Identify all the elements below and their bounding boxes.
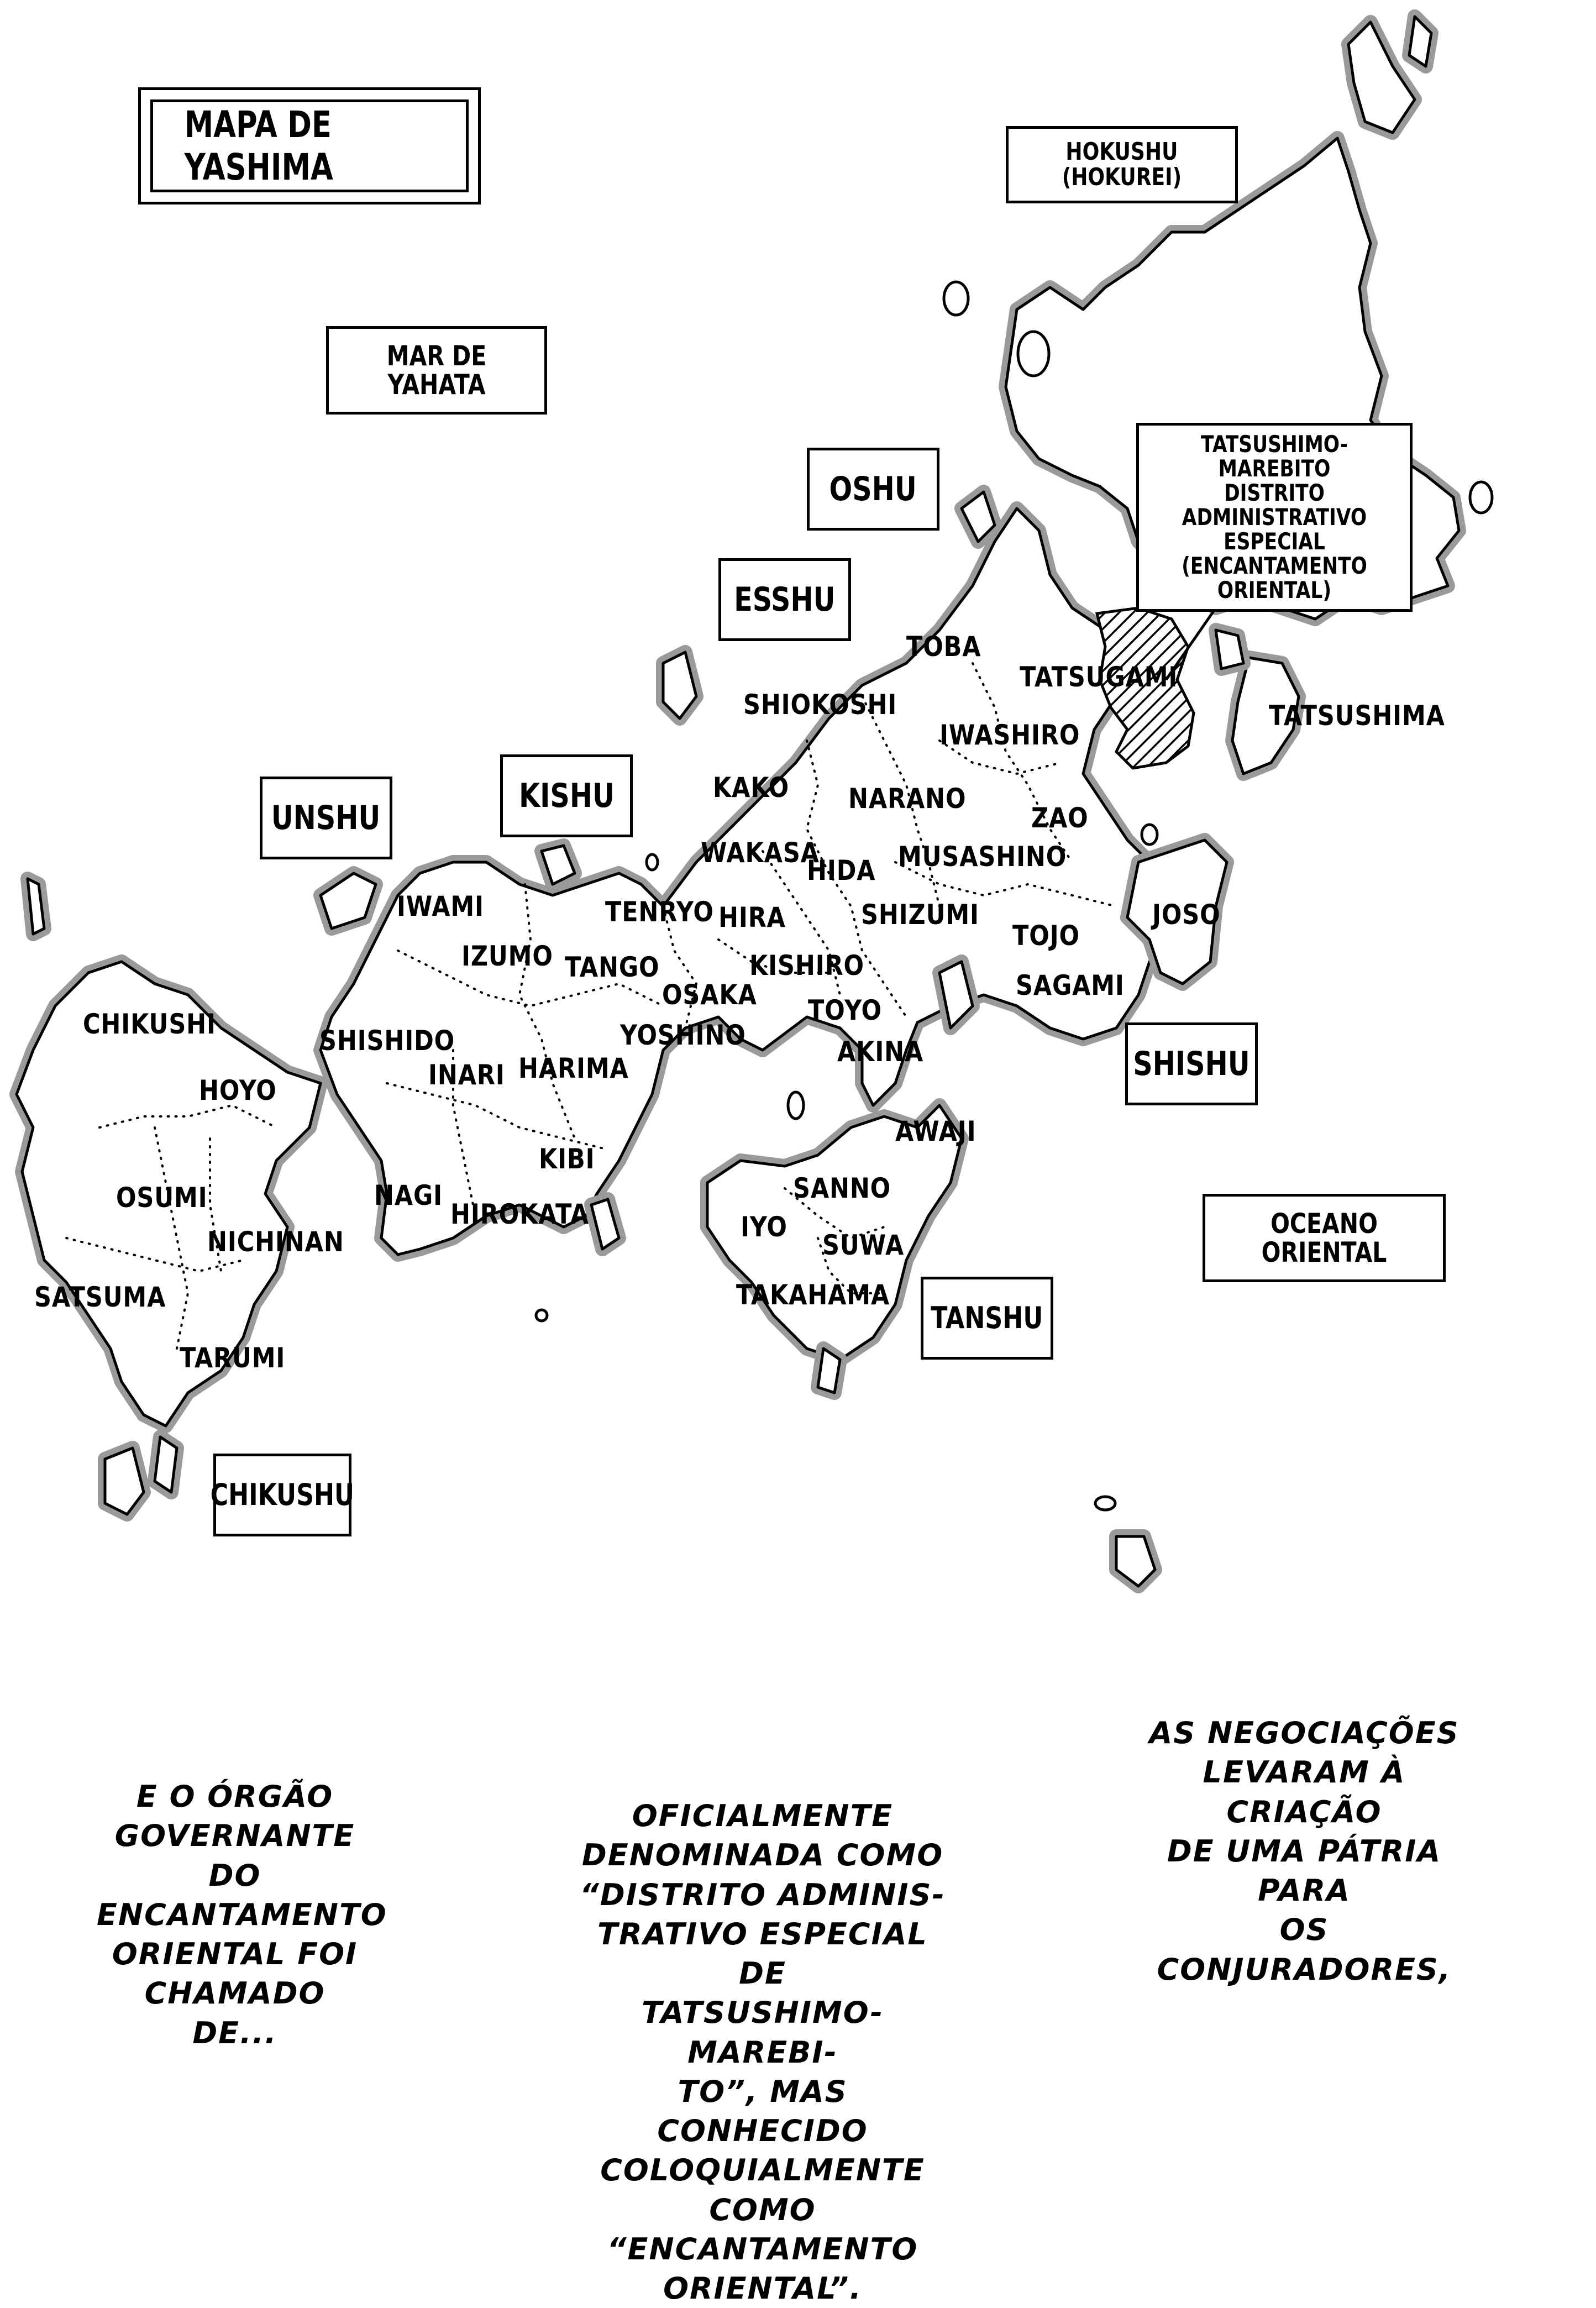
province-tojo: TOJO xyxy=(1012,920,1080,952)
province-iwashiro: IWASHIRO xyxy=(939,719,1080,751)
region-shishu: SHISHU xyxy=(1125,1022,1258,1105)
province-akina: AKINA xyxy=(837,1036,924,1068)
province-kako: KAKO xyxy=(713,772,789,804)
province-yoshino: YOSHINO xyxy=(620,1019,746,1051)
region-mar-de-yahata: MAR DE YAHATA xyxy=(326,326,547,415)
province-harima: HARIMA xyxy=(518,1052,629,1084)
province-hirokata: HIROKATA xyxy=(450,1198,590,1230)
province-shishido: SHISHIDO xyxy=(319,1025,455,1057)
narration-right: AS NEGOCIAÇÕES LEVARAM À CRIAÇÃO DE UMA PÁTRIA PARA OS CONJURADORES, xyxy=(1149,1716,1460,1987)
province-nagi: NAGI xyxy=(374,1179,443,1211)
province-hira: HIRA xyxy=(718,901,786,933)
province-hida: HIDA xyxy=(807,854,876,887)
special-district-callout: TATSUSHIMO-MAREBITO DISTRITO ADMINISTRATIVO ESPECIAL (ENCANTAMENTO ORIENTAL) xyxy=(1136,423,1413,612)
province-zao: ZAO xyxy=(1031,802,1089,834)
province-tatsushima: TATSUSHIMA xyxy=(1269,700,1445,732)
province-kibi: KIBI xyxy=(539,1143,595,1175)
province-suwa: SUWA xyxy=(822,1229,905,1261)
region-unshu: UNSHU xyxy=(260,777,392,859)
province-chikushi: CHIKUSHI xyxy=(83,1008,216,1040)
province-shizumi: SHIZUMI xyxy=(861,899,979,931)
province-awaji: AWAJI xyxy=(895,1115,977,1147)
province-narano: NARANO xyxy=(848,783,967,815)
map-title: MAPA DE YASHIMA xyxy=(150,99,469,192)
province-toba: TOBA xyxy=(906,631,981,663)
region-kishu: KISHU xyxy=(500,754,633,837)
province-sanno: SANNO xyxy=(793,1172,891,1204)
region-oceano-oriental: OCEANO ORIENTAL xyxy=(1203,1194,1446,1282)
narration-left: E O ÓRGÃO GOVERNANTE DO ENCANTAMENTO ORIENTAL FOI CHAMADO DE... xyxy=(97,1779,387,2050)
region-chikushu: CHIKUSHU xyxy=(213,1454,351,1536)
province-wakasa: WAKASA xyxy=(701,837,820,869)
province-shiokoshi: SHIOKOSHI xyxy=(743,689,897,721)
province-kishiro: KISHIRO xyxy=(749,950,864,982)
narration-middle: OFICIALMENTE DENOMINADA COMO “DISTRITO ADMINIS- TRATIVO ESPECIAL DE TATSUSHIMO-MAREBI- TO”, MAS CONHECIDO COLOQUIALMENTE COMO “ENCANTAMENTO ORIENTAL”. xyxy=(580,1798,946,2306)
province-izumo: IZUMO xyxy=(461,940,553,972)
province-osumi: OSUMI xyxy=(116,1182,208,1214)
region-esshu: ESSHU xyxy=(718,558,851,641)
province-nichinan: NICHINAN xyxy=(207,1226,344,1258)
province-sagami: SAGAMI xyxy=(1016,969,1125,1001)
province-tango: TANGO xyxy=(565,951,660,983)
province-iyo: IYO xyxy=(741,1211,788,1243)
province-inari: INARI xyxy=(428,1059,505,1091)
province-tarumi: TARUMI xyxy=(180,1342,286,1374)
province-hoyo: HOYO xyxy=(199,1074,277,1106)
region-tanshu: TANSHU xyxy=(921,1277,1053,1360)
province-toyo: TOYO xyxy=(808,994,882,1026)
province-satsuma: SATSUMA xyxy=(34,1281,166,1313)
region-hokushu: HOKUSHU (HOKUREI) xyxy=(1006,126,1238,203)
province-joso: JOSO xyxy=(1152,899,1221,931)
province-tatsugami: TATSUGAMI xyxy=(1020,661,1178,693)
region-oshu: OSHU xyxy=(807,448,939,531)
province-osaka: OSAKA xyxy=(662,979,757,1011)
province-musashino: MUSASHINO xyxy=(898,841,1067,873)
province-iwami: IWAMI xyxy=(397,890,484,922)
province-tenryo: TENRYO xyxy=(605,896,714,928)
province-takahama: TAKAHAMA xyxy=(736,1279,890,1311)
